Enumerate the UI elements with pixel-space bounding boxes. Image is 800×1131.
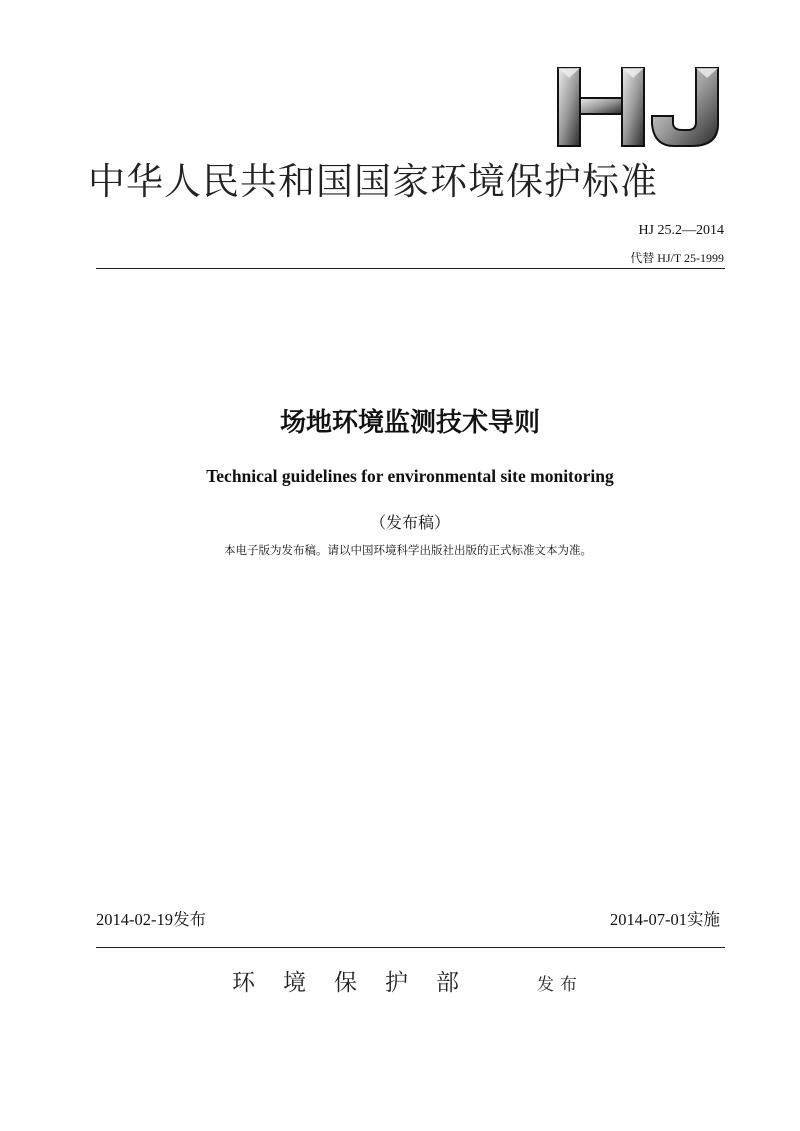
- logo-letter-j: [652, 68, 718, 146]
- draft-note: 本电子版为发布稿。请以中国环境科学出版社出版的正式标准文本为准。: [224, 543, 592, 557]
- document-title-english: Technical guidelines for environmental site monitoring: [206, 466, 614, 486]
- publisher-name: 环境保护部: [232, 970, 487, 996]
- publish-label: 发布: [537, 975, 583, 995]
- implementation-date: 2014-07-01实施: [610, 910, 720, 929]
- hj-logo: [556, 66, 724, 148]
- draft-label: （发布稿）: [369, 513, 450, 532]
- document-title: 场地环境监测技术导则: [279, 408, 540, 438]
- replaces-standard: 代替 HJ/T 25-1999: [630, 251, 724, 265]
- standard-category-title: 中华人民共和国国家环境保护标准: [88, 160, 658, 203]
- header-divider: [96, 268, 725, 269]
- standard-number: HJ 25.2—2014: [638, 223, 724, 238]
- footer-divider: [96, 947, 725, 948]
- issue-date: 2014-02-19发布: [96, 910, 206, 929]
- logo-letter-h: [558, 68, 644, 146]
